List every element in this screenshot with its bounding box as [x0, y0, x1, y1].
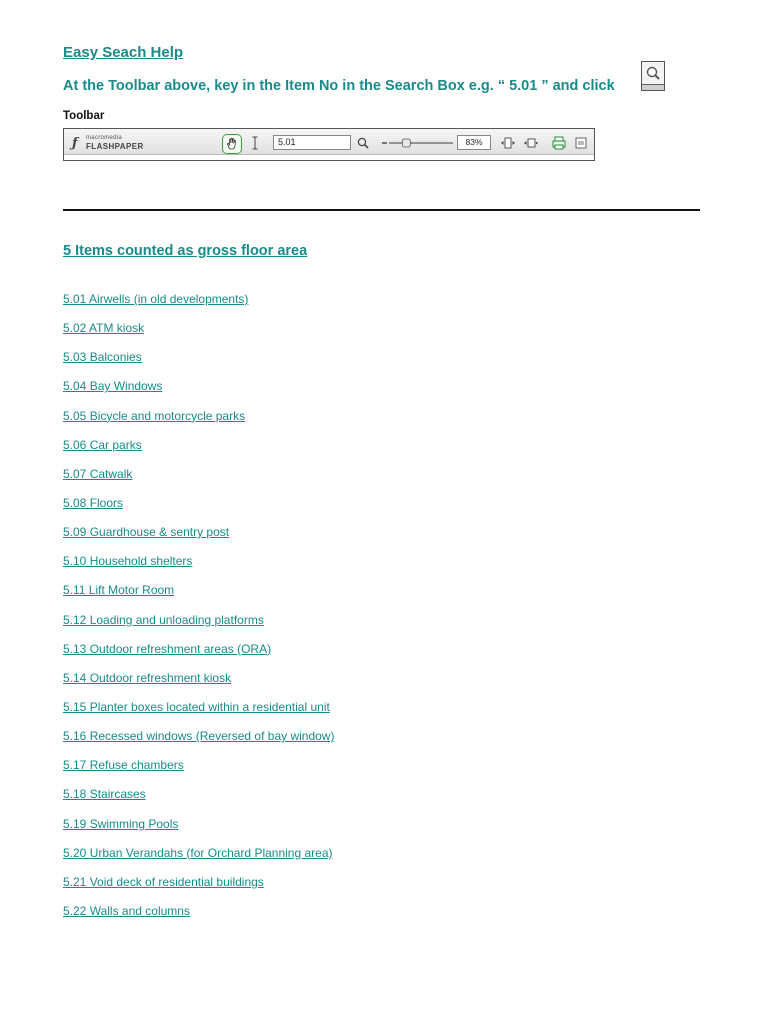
item-link[interactable]: 5.11 Lift Motor Room: [63, 583, 175, 598]
item-link[interactable]: 5.20 Urban Verandahs (for Orchard Planning area): [63, 845, 333, 860]
toolbar-label: Toolbar: [63, 110, 105, 122]
item-link[interactable]: 5.07 Catwalk: [63, 466, 133, 481]
zoom-slider-thumb: [402, 139, 410, 147]
item-link[interactable]: 5.16 Recessed windows (Reversed of bay window): [63, 729, 335, 744]
item-link[interactable]: 5.19 Swimming Pools: [63, 816, 179, 831]
item-link[interactable]: 5.13 Outdoor refreshment areas (ORA): [63, 641, 272, 656]
text-select-icon: [250, 134, 260, 152]
item-link[interactable]: 5.18 Staircases: [63, 787, 146, 802]
section-divider: [63, 209, 700, 211]
search-button-illustration: [641, 61, 665, 91]
hand-tool-icon: [222, 134, 242, 154]
logo-flashpaper: FLASHPAPER: [86, 142, 144, 151]
help-title[interactable]: Easy Seach Help: [63, 44, 184, 61]
print-icon: [551, 135, 567, 151]
item-link[interactable]: 5.15 Planter boxes located within a residential unit: [63, 699, 330, 714]
search-icon: [356, 136, 370, 150]
item-link[interactable]: 5.10 Household shelters: [63, 554, 193, 569]
item-link[interactable]: 5.02 ATM kiosk: [63, 321, 145, 336]
magnifier-icon: [642, 63, 664, 85]
item-link[interactable]: 5.09 Guardhouse & sentry post: [63, 525, 230, 540]
zoom-slider: [381, 136, 457, 150]
flashpaper-logo-mark-icon: ƒ: [72, 136, 78, 151]
item-list: [63, 292, 334, 933]
item-link[interactable]: 5.04 Bay Windows: [63, 379, 163, 394]
search-instruction: At the Toolbar above, key in the Item No in the Search Box e.g. “ 5.01 ” and click: [63, 78, 615, 94]
item-link[interactable]: 5.03 Balconies: [63, 350, 142, 365]
item-link[interactable]: 5.14 Outdoor refreshment kiosk: [63, 670, 232, 685]
fit-width-icon: [500, 135, 516, 151]
item-link[interactable]: 5.21 Void deck of residential buildings: [63, 874, 264, 889]
item-link[interactable]: 5.12 Loading and unloading platforms: [63, 612, 264, 627]
item-link[interactable]: 5.08 Floors: [63, 495, 124, 510]
item-link[interactable]: 5.17 Refuse chambers: [63, 758, 184, 773]
item-link[interactable]: 5.05 Bicycle and motorcycle parks: [63, 408, 246, 423]
fit-page-icon: [523, 135, 539, 151]
toolbar-bottom-strip: [64, 154, 594, 160]
toolbar-search-input: 5.01: [273, 135, 351, 150]
item-link[interactable]: 5.22 Walls and columns: [63, 903, 190, 918]
flashpaper-toolbar-illustration: [63, 128, 595, 161]
flashpaper-logo: [70, 134, 160, 152]
menu-icon: [575, 136, 587, 148]
zoom-level-field: 83%: [457, 135, 491, 150]
logo-macromedia: macromedia: [86, 135, 123, 141]
item-link[interactable]: 5.06 Car parks: [63, 437, 142, 452]
section-title[interactable]: 5 Items counted as gross floor area: [63, 243, 308, 259]
item-link[interactable]: 5.01 Airwells (in old developments): [63, 292, 249, 306]
